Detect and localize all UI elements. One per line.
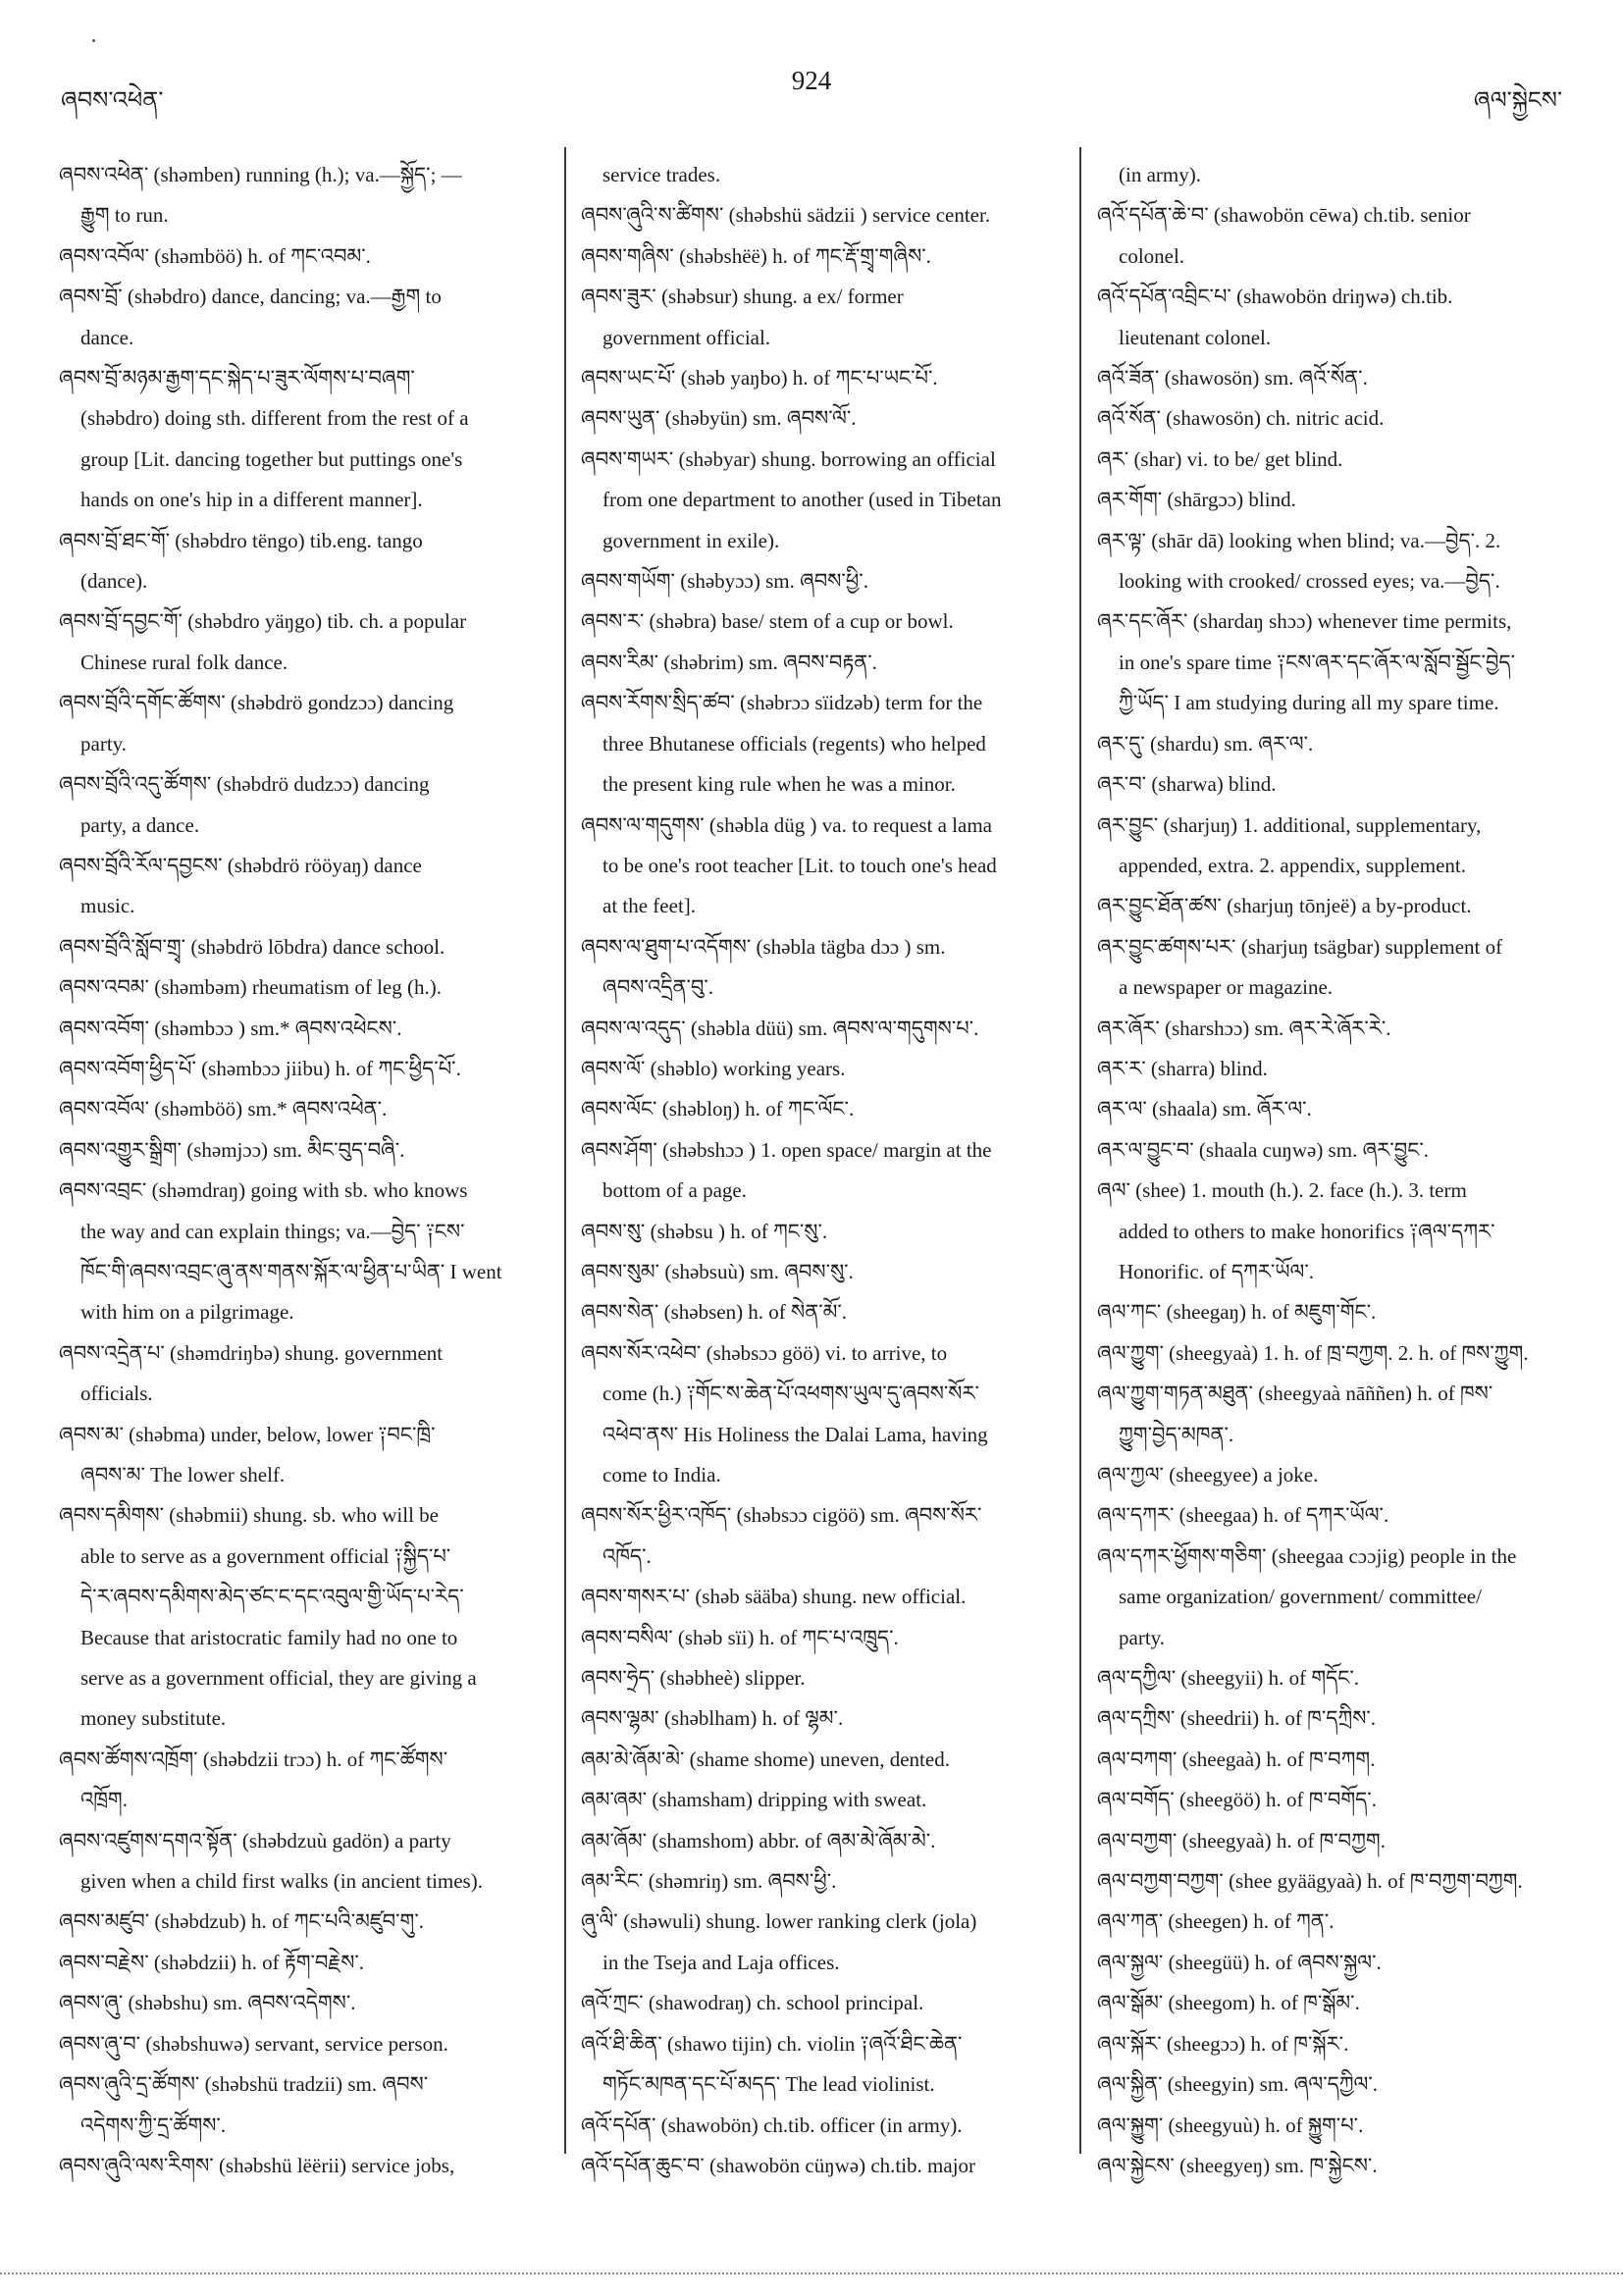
entry-first-line: ཞའོ་དཔོན་ (shawobön) ch.tib. officer (in army). — [581, 2113, 963, 2137]
entry-first-line: ཞའོ་ཀྲང་ (shawodraŋ) ch. school principal. — [581, 1991, 924, 2015]
entry-first-line: ཞལ་དཀར་ (sheegaa) h. of དཀར་ཡོལ་. — [1097, 1503, 1389, 1528]
entry-first-line: ཞལ་བཀྱག་བཀྱག་ (shee gyäägyaà) h. of ཁ་བཀྱག་བཀྱག. — [1097, 1869, 1523, 1894]
dictionary-entry — [581, 1495, 1066, 1577]
entry-first-line: ཞབས་སོར་འཕེབ་ (shəbsɔɔ göö) vi. to arrive, to — [581, 1340, 948, 1365]
dictionary-entry — [1097, 1455, 1568, 1495]
entry-first-line: ཞབས་ཟུར་ (shəbsur) shung. a ex/ former — [581, 285, 904, 309]
dictionary-entry — [1097, 886, 1568, 926]
entry-first-line: ཞབས་ཞུའི་དྲ་ཚོགས་ (shəbshü tradzii) sm. ཞབས་ — [59, 2072, 429, 2097]
entry-continuation-line: Chinese rural folk dance. — [80, 650, 288, 674]
dictionary-entry — [1097, 1821, 1568, 1861]
dictionary-entry — [581, 1009, 1066, 1049]
entry-first-line: ཞབས་འདྲེན་པ་ (shəmdriŋbə) shung. government — [59, 1340, 444, 1365]
entry-first-line: ཞར་ལ་བྱུང་བ་ (shaala cuŋwə) sm. ཞར་བྱུང་. — [1097, 1137, 1429, 1162]
entry-first-line: ཞར་ལ་ (shaala) sm. ཞོར་ལ་. — [1097, 1097, 1312, 1122]
entry-first-line: ཞབས་ཤོག་ (shəbshɔɔ ) 1. open space/ margin at the — [581, 1137, 992, 1162]
entry-continuation-line: money substitute. — [80, 1706, 227, 1731]
dictionary-entry — [581, 398, 1066, 439]
dictionary-entry — [581, 195, 1066, 235]
entry-first-line: ཞབས་ལོ་ (shəblo) working years. — [581, 1056, 846, 1080]
entry-first-line: ཞལ་དཀྲིས་ (sheedrii) h. of ཁ་དཀྲིས་. — [1097, 1706, 1377, 1731]
entry-first-line: ཞབས་ར་ (shəbra) base/ stem of a cup or bowl. — [581, 609, 954, 634]
entry-first-line: ཞལ་སྐྱིན་ (sheegyin) sm. ཞལ་དཀྱིལ་. — [1097, 2072, 1379, 2097]
entry-continuation-line: government in exile). — [602, 528, 780, 552]
dictionary-entry — [581, 277, 1066, 358]
entry-first-line: ཞལ་བགོད་ (sheegöö) h. of ཁ་བགོད་. — [1097, 1788, 1377, 1812]
dictionary-entry — [59, 927, 550, 967]
entry-first-line: ཞབས་སུམ་ (shəbsuù) sm. ཞབས་སུ་. — [581, 1259, 854, 1283]
entry-first-line: ཞབས་གསར་པ་ (shəb sääba) shung. new official. — [581, 1585, 967, 1609]
dictionary-entry — [59, 1740, 550, 1821]
dictionary-entry — [1097, 1861, 1568, 1902]
entry-continuation-line: music. — [80, 894, 135, 918]
entry-first-line: ཞབས་ལ་འདུད་ (shəbla düü) sm. ཞབས་ལ་གདུགས་པ་. — [581, 1016, 979, 1040]
entry-first-line: ཞབས་མཛུབ་ (shəbdzub) h. of ཀང་པའི་མཛུབ་གུ་. — [59, 1909, 424, 1934]
right-running-head: ཞལ་སྐྱེངས་ — [1473, 88, 1562, 114]
entry-continuation-line: group [Lit. dancing together but puttings one's — [80, 446, 463, 471]
dictionary-entry — [1097, 480, 1568, 520]
dictionary-entry — [581, 358, 1066, 398]
entry-continuation-line: in one's spare time ༑ངས་ཞར་དང་ཞོར་ལ་སློབ་སྦྱོང་བྱེད་ — [1119, 650, 1516, 674]
dictionary-entry — [581, 1983, 1066, 2023]
dictionary-entry — [1097, 440, 1568, 480]
entry-continuation-line: given when a child first walks (in ancient times). — [80, 1869, 483, 1894]
entry-continuation-line: ཞབས་མ་ The lower shelf. — [80, 1463, 286, 1487]
entry-continuation-line: the present king rule when he was a minor. — [602, 772, 956, 797]
dictionary-entry — [581, 1292, 1066, 1332]
entry-first-line: ཞར་ལྟ་ (shār dā) looking when blind; va.—བྱེད་. 2. — [1097, 528, 1501, 552]
column-2 — [581, 155, 1066, 2206]
entry-continuation-line: government official. — [602, 325, 771, 349]
dictionary-entry — [59, 683, 550, 764]
entry-first-line: ཞབས་སོར་ཕྱིར་འཁོད་ (shəbsɔɔ cigöö) sm. ཞབས་སོར་ — [581, 1503, 982, 1528]
entry-continuation-line: bottom of a page. — [602, 1178, 747, 1203]
dictionary-entry — [581, 1902, 1066, 1983]
entry-first-line: ཞབས་འགྱུར་སྒྲིག་ (shəmjɔɔ) sm. མིང་བུད་བཞི་. — [59, 1137, 405, 1162]
dictionary-entry — [1097, 1089, 1568, 1129]
entry-first-line: ཞབས་ཞུ་ (shəbshu) sm. ཞབས་འདེགས་. — [59, 1991, 356, 2015]
dictionary-entry — [1097, 521, 1568, 602]
dictionary-entry — [581, 1252, 1066, 1292]
entry-continuation-line: གཏོང་མཁན་དང་པོ་མདད་ The lead violinist. — [602, 2072, 935, 2097]
entry-first-line: ཞལ་སྐོར་ (sheegɔɔ) h. of ཁ་སྐོར་. — [1097, 2031, 1349, 2056]
dictionary-entry — [581, 1658, 1066, 1698]
column-1 — [59, 155, 550, 2206]
entry-continuation-line: འདེགས་ཀྱི་དྲ་ཚོགས་. — [80, 2113, 227, 2137]
entry-continuation-line: party. — [1119, 1625, 1166, 1649]
entry-first-line: ཞབས་འབམ་ (shəmbəm) rheumatism of leg (h.). — [59, 975, 442, 1000]
entry-continuation-line: hands on one's hip in a different manner]. — [80, 488, 423, 512]
entry-first-line: ཞབས་འཕེན་ (shəmben) running (h.); va.—སྐྱོད་; — — [59, 163, 462, 186]
dictionary-entry — [59, 1171, 550, 1333]
entry-first-line: ཞབས་ལོང་ (shəbloŋ) h. of ཀང་ལོང་. — [581, 1097, 855, 1122]
dictionary-entry — [1097, 1740, 1568, 1780]
entry-first-line: ཞལ་བཀག་ (sheegaà) h. of ཁ་བཀག. — [1097, 1747, 1376, 1771]
dictionary-entry — [59, 2146, 550, 2186]
entry-continuation-line: party, a dance. — [80, 812, 200, 837]
entry-first-line: ཞལ་ཀང་ (sheegaŋ) h. of མཇུག་གོང་. — [1097, 1300, 1377, 1325]
dictionary-entry — [581, 806, 1066, 927]
entry-first-line: ཞལ་སྐྱེངས་ (sheegyeŋ) sm. ཁ་སྐྱེངས་. — [1097, 2153, 1378, 2177]
entry-continuation-line: the way and can explain things; va.—བྱེད་ ༑ངས་ — [80, 1219, 465, 1243]
entry-first-line: ཞལ་ཀྱུག་གཏན་མཐུན་ (sheegyaà nāññen) h. of ཁས་ — [1097, 1382, 1493, 1406]
dictionary-entry — [581, 1333, 1066, 1496]
entry-first-line: ཞལ་སྐྱུག་ (sheegyuù) h. of སྐྱུག་པ་. — [1097, 2113, 1364, 2137]
dictionary-entry — [59, 236, 550, 277]
entry-first-line: service trades. — [602, 163, 721, 186]
column-divider — [1079, 147, 1081, 2154]
dictionary-entry — [581, 2146, 1066, 2186]
entry-first-line: ཞའོ་དཔོན་འབྲིང་པ་ (shawobön driŋwə) ch.tib. — [1097, 285, 1453, 309]
dictionary-entry — [1097, 1658, 1568, 1698]
dictionary-entry — [1097, 1049, 1568, 1089]
entry-first-line: ཞལ་སྐྱལ་ (sheegüü) h. of ཞབས་སྐྱལ་. — [1097, 1950, 1382, 1974]
entry-first-line: ཞབས་དམིགས་ (shəbmii) shung. sb. who will be — [59, 1503, 439, 1528]
dictionary-entry — [1097, 1292, 1568, 1332]
entry-continuation-line: Honorific. of དཀར་ཡོལ་. — [1119, 1259, 1315, 1283]
entry-continuation-line: (dance). — [80, 569, 148, 594]
dictionary-entry — [59, 967, 550, 1008]
entry-first-line: ཞབས་བྲོ་ཐང་གོ་ (shəbdro tëngo) tib.eng. tango — [59, 528, 423, 552]
dictionary-entry — [1097, 2146, 1568, 2186]
entry-continuation-line: three Bhutanese officials (regents) who helped — [602, 731, 986, 756]
entry-continuation-line: come to India. — [602, 1463, 721, 1487]
entry-first-line: ཞལ་དཀྱིལ་ (sheegyii) h. of གདོང་. — [1097, 1666, 1360, 1691]
entry-continuation-line: from one department to another (used in Tibetan — [602, 488, 1002, 512]
entry-continuation-line: colonel. — [1119, 243, 1185, 268]
entry-first-line: ཞམ་ཞོམ་ (shamshom) abbr. of ཞམ་མེ་ཞོམ་མེ་. — [581, 1828, 936, 1852]
dictionary-entry — [59, 358, 550, 521]
dictionary-entry — [59, 155, 550, 236]
entry-continuation-line: ཞབས་འདྲིན་བུ་. — [602, 975, 714, 1000]
entry-first-line: ཞབས་སེན་ (shəbsen) h. of སེན་མོ་. — [581, 1300, 848, 1325]
entry-continuation-line: ཀྱུག་བྱེད་མཁན་. — [1119, 1422, 1234, 1446]
entry-continuation-line: same organization/ government/ committee/ — [1119, 1585, 1482, 1609]
entry-first-line: ཞམ་རིང་ (shəmriŋ) sm. ཞབས་ཕྱི་. — [581, 1869, 837, 1894]
entry-first-line: ཞར་དང་ཞོར་ (shardaŋ shɔɔ) whenever time permits, — [1097, 609, 1512, 634]
entry-first-line: ཞབས་བྲོའི་རོལ་དབྱངས་ (shəbdrö rööyaŋ) dance — [59, 853, 422, 877]
dictionary-entry — [1097, 1537, 1568, 1658]
entry-first-line: ཞབས་ལ་ཐུག་པ་འདོགས་ (shəbla tägba dɔɔ ) sm. — [581, 934, 946, 959]
dictionary-entry — [581, 1212, 1066, 1252]
dictionary-entry — [1097, 601, 1568, 723]
dictionary-entry — [1097, 1009, 1568, 1049]
entry-continuation-line: looking with crooked/ crossed eyes; va.—བྱེད་. — [1119, 569, 1500, 594]
entry-first-line: ཞབས་ཞུ་བ་ (shəbshuwə) servant, service person. — [59, 2031, 448, 2056]
dictionary-entry — [1097, 277, 1568, 358]
entry-continuation-line: འཕེབ་ནས་ His Holiness the Dalai Lama, having — [602, 1422, 988, 1446]
entry-continuation-line: ཀྱི་ཡོད་ I am studying during all my spare time. — [1119, 691, 1499, 715]
dictionary-entry — [59, 601, 550, 683]
dictionary-entry — [1097, 1130, 1568, 1171]
entry-continuation-line: serve as a government official, they are giving a — [80, 1666, 477, 1691]
dictionary-entry — [1097, 2106, 1568, 2146]
entry-first-line: (in army). — [1119, 163, 1201, 186]
entry-first-line: ཞར་བྱུང་ (sharjuŋ) 1. additional, supplementary, — [1097, 812, 1482, 837]
entry-first-line: ཞབས་འཛུགས་དགའ་སྟོན་ (shəbdzuù gadön) a party — [59, 1828, 451, 1852]
entry-first-line: ཞར་གོག་ (shārgɔɔ) blind. — [1097, 488, 1296, 512]
column-divider — [564, 147, 566, 2154]
dictionary-entry — [581, 683, 1066, 805]
dictionary-entry — [59, 1415, 550, 1496]
entry-continuation-line: at the feet]. — [602, 894, 697, 918]
dictionary-entry — [59, 1902, 550, 1942]
entry-continuation-line: in the Tseja and Laja offices. — [602, 1950, 840, 1974]
dictionary-entry — [1097, 1902, 1568, 1942]
dictionary-entry — [1097, 155, 1568, 195]
entry-first-line: ཞར་ར་ (sharra) blind. — [1097, 1056, 1268, 1080]
dictionary-entry — [1097, 764, 1568, 805]
dictionary-entry — [1097, 1698, 1568, 1739]
dictionary-entry — [1097, 1495, 1568, 1536]
entry-continuation-line: officials. — [80, 1382, 153, 1406]
dictionary-entry — [581, 1089, 1066, 1129]
dictionary-entry — [581, 1861, 1066, 1902]
entry-first-line: ཞབས་འབོལ་ (shəmböö) sm.* ཞབས་འཕེན་. — [59, 1097, 388, 1122]
dictionary-entry — [59, 1495, 550, 1739]
dictionary-entry — [1097, 2064, 1568, 2105]
dictionary-entry — [1097, 1780, 1568, 1820]
dictionary-entry — [59, 1130, 550, 1171]
dictionary-entry — [1097, 806, 1568, 887]
entry-first-line: ཞའོ་དཔོན་ཆུང་བ་ (shawobön cüŋwə) ch.tib. major — [581, 2153, 976, 2177]
dictionary-entry — [1097, 195, 1568, 277]
dictionary-entry — [59, 1089, 550, 1129]
entry-continuation-line: ཁོང་གི་ཞབས་འབྲང་ཞུ་ནས་གནས་སྐོར་ལ་ཕྱིན་པ་ཡིན་ I went — [80, 1259, 502, 1283]
entry-first-line: ཞབས་འབྲང་ (shəmdraŋ) going with sb. who knows — [59, 1178, 468, 1203]
dictionary-entry — [1097, 724, 1568, 764]
dictionary-entry — [1097, 358, 1568, 398]
print-speck — [92, 39, 95, 42]
dictionary-entry — [581, 601, 1066, 642]
dictionary-entry — [59, 1983, 550, 2023]
entry-first-line: ཞབས་གཡོག་ (shəbyɔɔ) sm. ཞབས་ཕྱི་. — [581, 569, 868, 594]
entry-continuation-line: འཁྲོག. — [80, 1788, 128, 1812]
dictionary-entry — [59, 846, 550, 927]
dictionary-entry — [1097, 1333, 1568, 1374]
dictionary-entry — [59, 1009, 550, 1049]
entry-first-line: ཞར་བ་ (sharwa) blind. — [1097, 772, 1277, 797]
entry-first-line: ཞའོ་ཐི་ཆིན་ (shawo tijin) ch. violin ༑ཞའོ་ཐིང་ཆེན་ — [581, 2031, 963, 2056]
dictionary-entry — [581, 561, 1066, 601]
entry-first-line: ཞལ་ཀྱུག་ (sheegyaà) 1. h. of ཁྲ་བཀྱག. 2. h. of ཁས་ཀྱུག. — [1097, 1340, 1529, 1365]
dictionary-entry — [581, 1780, 1066, 1820]
dictionary-entry — [1097, 927, 1568, 1009]
entry-continuation-line: dance. — [80, 325, 134, 349]
column-3 — [1097, 155, 1568, 2206]
dictionary-entry — [581, 155, 1066, 195]
entry-continuation-line: རྒྱུག to run. — [80, 203, 169, 228]
dictionary-entry — [581, 236, 1066, 277]
dictionary-entry — [581, 1740, 1066, 1780]
entry-first-line: ཞབས་བྲོའི་སློབ་གྲྭ་ (shəbdrö lōbdra) dance school. — [59, 934, 445, 959]
entry-continuation-line: party. — [80, 731, 128, 756]
left-running-head: ཞབས་འཕེན་ — [61, 88, 164, 114]
entry-continuation-line: Because that aristocratic family had no one to — [80, 1625, 458, 1649]
entry-first-line: ཞབས་ཡང་པོ་ (shəb yaŋbo) h. of ཀང་པ་ཡང་པོ་. — [581, 366, 938, 391]
entry-continuation-line: འཁོད་. — [602, 1543, 652, 1568]
entry-first-line: ཞལ་ཀན་ (sheegen) h. of ཀན་. — [1097, 1909, 1335, 1934]
entry-first-line: ཞབས་ལྷམ་ (shəblham) h. of ལྷམ་. — [581, 1706, 844, 1731]
entry-first-line: ཞབས་སུ་ (shəbsu ) h. of ཀང་སུ་. — [581, 1219, 828, 1243]
dictionary-entry — [581, 1698, 1066, 1739]
entry-first-line: ཞབས་ཞུའི་ས་ཚིགས་ (shəbshü sädzii ) service center. — [581, 203, 991, 228]
entry-first-line: ཞབས་བྲོ་དབྱང་གོ་ (shəbdro yäŋgo) tib. ch. a popular — [59, 609, 467, 634]
entry-first-line: ཞབས་ཞུའི་ལས་རིགས་ (shəbshü lëërii) service jobs, — [59, 2153, 455, 2177]
entry-first-line: ཞབས་ཧྲེད་ (shəbheè) slipper. — [581, 1666, 806, 1691]
entry-first-line: ཞབས་བརྗེས་ (shəbdzii) h. of རྟོག་བརྗེས་. — [59, 1950, 365, 1974]
dictionary-entry — [581, 2024, 1066, 2106]
dictionary-entry — [581, 2106, 1066, 2146]
dictionary-entry — [1097, 1374, 1568, 1455]
dictionary-entry — [59, 521, 550, 602]
dictionary-entry — [581, 643, 1066, 683]
entry-first-line: ཞལ་ (shee) 1. mouth (h.). 2. face (h.). 3. term — [1097, 1178, 1467, 1203]
dictionary-entry — [59, 2064, 550, 2146]
entry-continuation-line: appended, extra. 2. appendix, supplement. — [1119, 853, 1466, 877]
entry-first-line: ཞབས་བྲོའི་འདུ་ཚོགས་ (shəbdrö dudzɔɔ) dancing — [59, 772, 430, 797]
entry-first-line: ཞར་ཞོར་ (sharshɔɔ) sm. ཞར་རེ་ཞོར་རེ་. — [1097, 1016, 1391, 1040]
entry-first-line: ཞབས་རོགས་སྲིད་ཚབ་ (shəbrɔɔ sïidzəb) term for the — [581, 691, 983, 715]
entry-first-line: ཞབས་ཡུན་ (shəbyün) sm. ཞབས་ལོ་. — [581, 406, 857, 431]
entry-first-line: ཞམ་ཞམ་ (shamsham) dripping with sweat. — [581, 1788, 927, 1812]
dictionary-entry — [59, 2024, 550, 2064]
entry-first-line: ཞལ་བཀྱག་ (sheegyaà) h. of ཁ་བཀྱག. — [1097, 1828, 1386, 1852]
dictionary-entry — [1097, 1983, 1568, 2023]
entry-first-line: ཞར་ (shar) vi. to be/ get blind. — [1097, 446, 1343, 471]
entry-first-line: ཞལ་དཀར་ཕྱོགས་གཅིག་ (sheegaa cɔɔjig) people in the — [1097, 1543, 1517, 1568]
dictionary-entry — [59, 277, 550, 358]
entry-first-line: ཞའོ་སོན་ (shawosön) ch. nitric acid. — [1097, 406, 1385, 431]
entry-first-line: ཞབས་ལ་གདུགས་ (shəbla düg ) va. to request a lama — [581, 812, 992, 837]
entry-first-line: ཞའོ་ཟོན་ (shawosön) sm. ཞའོ་སོན་. — [1097, 366, 1368, 391]
entry-first-line: ཞབས་བྲོའི་དགོང་ཚོགས་ (shəbdrö gondzɔɔ) dancing — [59, 691, 454, 715]
entry-continuation-line: དེ་ར་ཞབས་དམིགས་མེད་ཙང་ང་དང་འབུལ་གྱི་ཡོད་པ་རེད་ — [80, 1585, 464, 1609]
entry-first-line: ཞབས་གཡར་ (shəbyar) shung. borrowing an official — [581, 446, 996, 471]
entry-first-line: ཞབས་བྲོ་མཉམ་རྒྱག་དང་སྐེད་པ་ཟུར་ལོགས་པ་བཞག་ — [59, 366, 415, 391]
entry-first-line: ཞལ་ཀྱལ་ (sheegyee) a joke. — [1097, 1463, 1319, 1487]
dictionary-entry — [581, 1577, 1066, 1617]
entry-first-line: ཞབས་ཚོགས་འཁྲོག་ (shəbdzii trɔɔ) h. of ཀང་ཚོགས་ — [59, 1747, 448, 1771]
entry-first-line: ཞམ་མེ་ཞོམ་མེ་ (shame shome) uneven, dented. — [581, 1747, 950, 1771]
entry-first-line: ཞར་དུ་ (shardu) sm. ཞར་ལ་. — [1097, 731, 1314, 756]
dictionary-entry — [581, 927, 1066, 1009]
dictionary-entry — [59, 1049, 550, 1089]
entry-first-line: ཞའོ་དཔོན་ཆེ་བ་ (shawobön cēwa) ch.tib. senior — [1097, 203, 1471, 228]
dictionary-entry — [1097, 2024, 1568, 2064]
entry-first-line: ཞབས་འབོག་ (shəmbɔɔ ) sm.* ཞབས་འཕེངས་. — [59, 1016, 402, 1040]
dictionary-entry — [581, 440, 1066, 561]
dictionary-entry — [581, 1618, 1066, 1658]
entry-first-line: ཞལ་སྒོམ་ (sheegom) h. of ཁ་སྒོམ་. — [1097, 1991, 1360, 2015]
entry-continuation-line: able to serve as a government official ༑སྐྱིད་པ་ — [80, 1543, 451, 1568]
bottom-dotted-edge — [0, 2272, 1623, 2274]
entry-first-line: ཞབས་རིམ་ (shəbrim) sm. ཞབས་བརྟན་. — [581, 650, 877, 674]
entry-continuation-line: come (h.) ༑གོང་ས་ཆེན་པོ་འཕགས་ཡུལ་དུ་ཞབས་སོར་ — [602, 1382, 979, 1406]
entry-first-line: ཞབས་འབོག་ཕྱིད་པོ་ (shəmbɔɔ jiibu) h. of ཀང་ཕྱིད་པོ་. — [59, 1056, 461, 1080]
dictionary-entry — [59, 1333, 550, 1415]
dictionary-entry — [59, 764, 550, 846]
entry-first-line: ཞབས་གཞིས་ (shəbshëë) h. of ཀང་རྡོ་གྲྭ་གཞིས་. — [581, 243, 931, 268]
entry-first-line: ཞབས་བསིལ་ (shəb sïi) h. of ཀང་པ་འཁྲུད་. — [581, 1625, 899, 1649]
entry-first-line: ཞབས་མ་ (shəbma) under, below, lower ༑བང་ཁྲི་ — [59, 1422, 436, 1446]
dictionary-entry — [59, 1943, 550, 1983]
entry-continuation-line: a newspaper or magazine. — [1119, 975, 1334, 1000]
entry-first-line: ཞར་བྱུང་ཐོན་ཚས་ (sharjuŋ tōnjeë) a by-product. — [1097, 894, 1472, 918]
entry-continuation-line: to be one's root teacher [Lit. to touch one's head — [602, 853, 997, 877]
dictionary-entry — [581, 1049, 1066, 1089]
entry-continuation-line: (shəbdro) doing sth. different from the rest of a — [80, 406, 469, 431]
entry-continuation-line: lieutenant colonel. — [1119, 325, 1272, 349]
dictionary-entry — [581, 1821, 1066, 1861]
entry-continuation-line: added to others to make honorifics ༑ཞལ་དཀར་ — [1119, 1219, 1495, 1243]
dictionary-entry — [59, 1821, 550, 1903]
page-number: 924 — [791, 66, 832, 95]
dictionary-entry — [1097, 1943, 1568, 1983]
entry-first-line: ཞབས་བྲོ་ (shəbdro) dance, dancing; va.—རྒྱག to — [59, 285, 442, 309]
dictionary-entry — [1097, 1171, 1568, 1292]
entry-first-line: ཞར་བྱུང་ཚགས་པར་ (sharjuŋ tsägbar) supplement of — [1097, 934, 1503, 959]
entry-continuation-line: with him on a pilgrimage. — [80, 1300, 294, 1325]
entry-first-line: ཞུ་ལི་ (shəwuli) shung. lower ranking clerk (jola) — [581, 1909, 977, 1934]
entry-first-line: ཞབས་འབོལ་ (shəmböö) h. of ཀང་འབམ་. — [59, 243, 371, 268]
dictionary-entry — [1097, 398, 1568, 439]
dictionary-entry — [581, 1130, 1066, 1212]
